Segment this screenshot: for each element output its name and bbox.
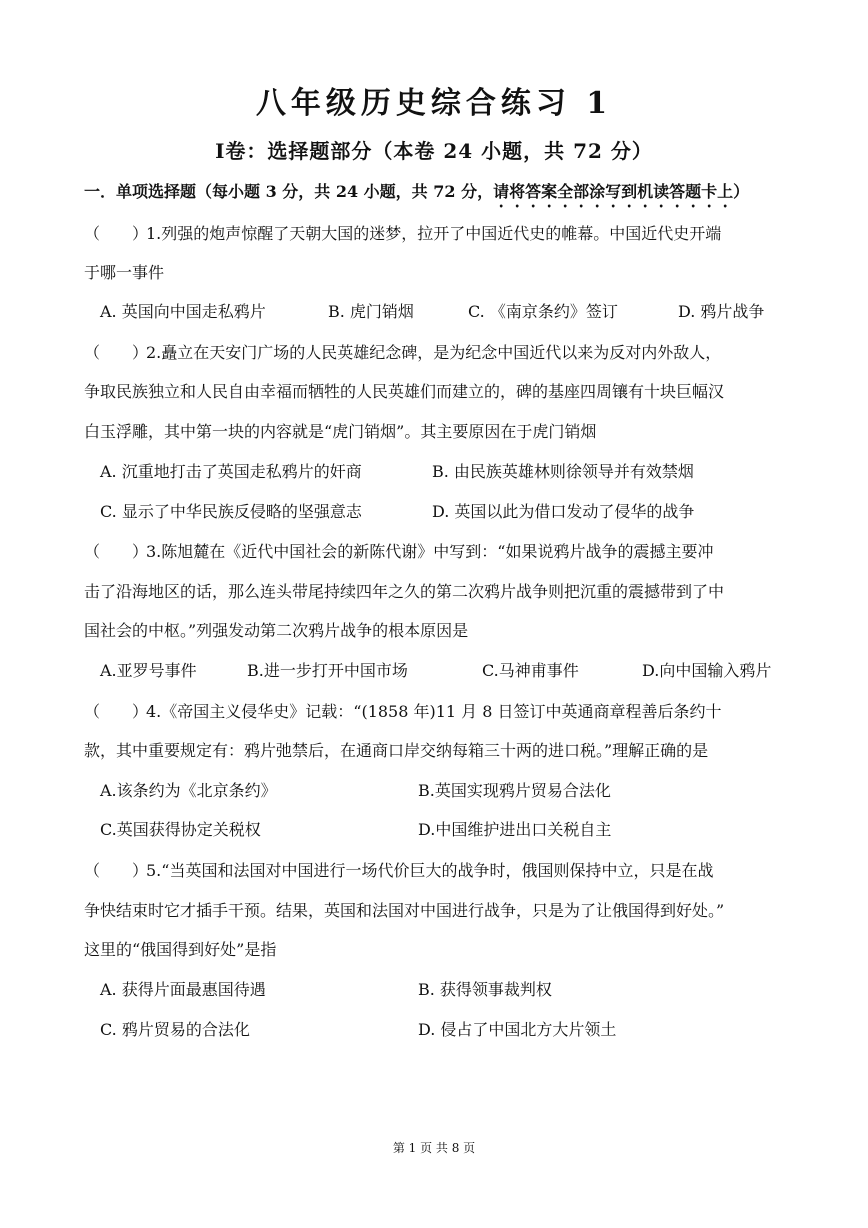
page-title: 八年级历史综合练习 1 [255,86,613,121]
option-b: B.进一步打开中国市场 [247,661,408,680]
option-a: A. 获得片面最惠国待遇 [100,980,266,999]
answer-blank: （ ） [84,224,149,243]
option-c: C.英国获得协定关税权 [100,820,261,839]
question-text: 3.陈旭麓在《近代中国社会的新陈代谢》中写到：“如果说鸦片战争的震撼主要冲 [146,542,714,561]
option-c: C. 显示了中华民族反侵略的坚强意志 [100,502,362,521]
answer-blank: （ ） [84,702,149,721]
option-d: D.向中国输入鸦片 [642,661,772,680]
option-b: B.英国实现鸦片贸易合法化 [418,781,611,800]
option-c: C. 《南京条约》签订 [468,302,618,321]
question-text: 国社会的中枢。”列强发动第二次鸦片战争的根本原因是 [84,621,469,640]
option-c: C.马神甫事件 [482,661,579,680]
option-d: D. 侵占了中国北方大片领土 [418,1020,617,1039]
option-b: B. 由民族英雄林则徐领导并有效禁烟 [432,462,694,481]
question-text: 2.矗立在天安门广场的人民英雄纪念碑，是为纪念中国近代以来为反对内外敌人， [146,343,722,362]
section-heading-close: ） [733,182,750,201]
section-heading-emphasis: 请将答案全部涂写到机读答题卡上 [493,182,734,201]
page-footer: 第 1 页 共 8 页 [392,1141,476,1155]
question-text: 1.列强的炮声惊醒了天朝大国的迷梦，拉开了中国近代史的帷幕。中国近代史开端 [146,224,722,243]
question-line [84,538,784,566]
option-d: D. 英国以此为借口发动了侵华的战争 [432,502,695,521]
question-line [84,698,784,726]
question-line [84,339,784,367]
question-text: 5.“当英国和法国对中国进行一场代价巨大的战争时，俄国则保持中立，只是在战 [146,861,714,880]
option-c: C. 鸦片贸易的合法化 [100,1020,250,1039]
question-text: 白玉浮雕，其中第一块的内容就是“虎门销烟”。其主要原因在于虎门销烟 [84,422,597,441]
section-heading-text: 一．单项选择题（每小题 3 分，共 24 小题，共 72 分， [84,182,494,201]
option-a: A.该条约为《北京条约》 [100,781,277,800]
question-text: 争取民族独立和人民自由幸福而牺牲的人民英雄们而建立的，碑的基座四周镶有十块巨幅汉 [84,382,725,401]
option-b: B. 获得领事裁判权 [418,980,552,999]
question-text: 击了沿海地区的话，那么连头带尾持续四年之久的第二次鸦片战争则把沉重的震撼带到了中 [84,582,725,601]
option-d: D.中国维护进出口关税自主 [418,820,612,839]
question-line [84,857,784,885]
option-a: A. 沉重地打击了英国走私鸦片的奸商 [100,462,362,481]
answer-blank: （ ） [84,343,149,362]
question-text: 4.《帝国主义侵华史》记载：“(1858 年)11 月 8 日签订中英通商章程善后条约十 [146,702,722,721]
answer-blank: （ ） [84,542,149,561]
option-a: A.亚罗号事件 [100,661,197,680]
section-heading [84,178,844,211]
question-text: 款，其中重要规定有：鸦片弛禁后，在通商口岸交纳每箱三十两的进口税。”理解正确的是 [84,741,709,760]
question-line [84,220,784,248]
section-subtitle: Ⅰ卷：选择题部分（本卷 24 小题，共 72 分） [215,139,653,163]
answer-blank: （ ） [84,861,149,880]
option-d: D. 鸦片战争 [678,302,765,321]
option-a: A. 英国向中国走私鸦片 [100,302,266,321]
option-b: B. 虎门销烟 [328,302,414,321]
question-text: 于哪一事件 [84,263,165,282]
question-text: 这里的“俄国得到好处”是指 [84,940,277,959]
question-text: 争快结束时它才插手干预。结果，英国和法国对中国进行战争，只是为了让俄国得到好处。” [84,901,725,920]
